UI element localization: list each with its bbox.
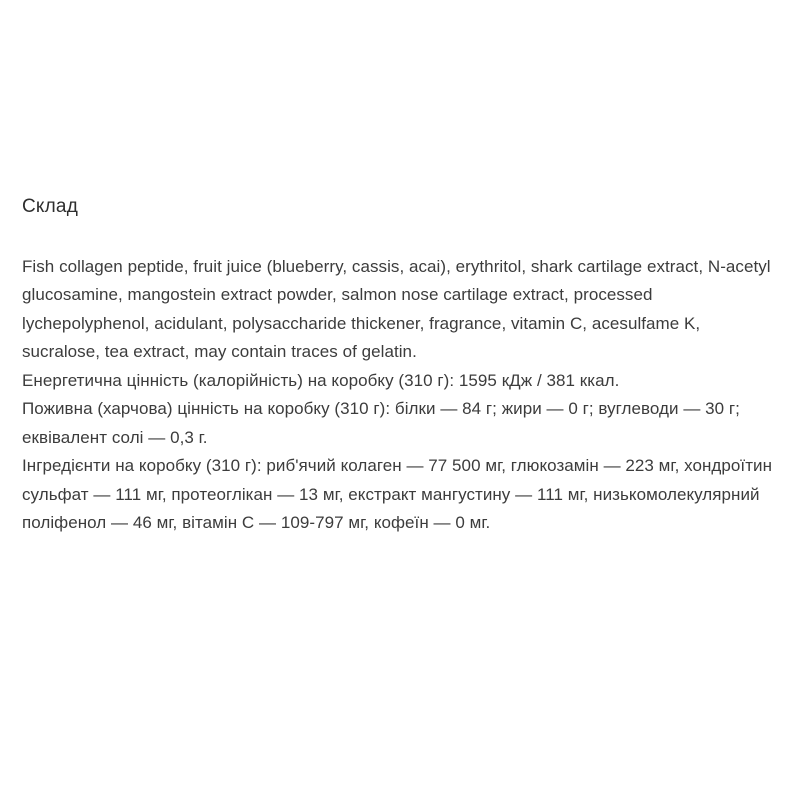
paragraph-nutritional-value: Поживна (харчова) цінність на коробку (310 г): білки — 84 г; жири — 0 г; вуглеводи — 30 г; еквівалент солі — 0,3 г.	[22, 399, 740, 447]
paragraph-ingredients-uk: Інгредієнти на коробку (310 г): риб'ячий колаген — 77 500 мг, глюкозамін — 223 мг, хондроїтин сульфат — 111 мг, протеоглікан — 13 мг, екстракт мангустину — 111 мг, низькомолекулярний поліфенол — 46 мг, вітамін С — 109-797 мг, кофеїн — 0 мг.	[22, 456, 773, 533]
paragraph-energy-value: Енергетична цінність (калорійність) на коробку (310 г): 1595 кДж / 381 ккал.	[22, 370, 620, 390]
page-title: Склад	[22, 196, 78, 217]
composition-text-block	[22, 253, 778, 538]
paragraph-ingredients-en: Fish collagen peptide, fruit juice (blueberry, cassis, acai), erythritol, shark cartilage extract, N-acetyl glucosamine, mangostein extract powder, salmon nose cartilage extract, processed lychepolyphenol, acidulant, polysaccharide thickener, fragrance, vitamin C, acesulfame K, sucralose, tea extract, may contain traces of gelatin.	[22, 256, 771, 362]
